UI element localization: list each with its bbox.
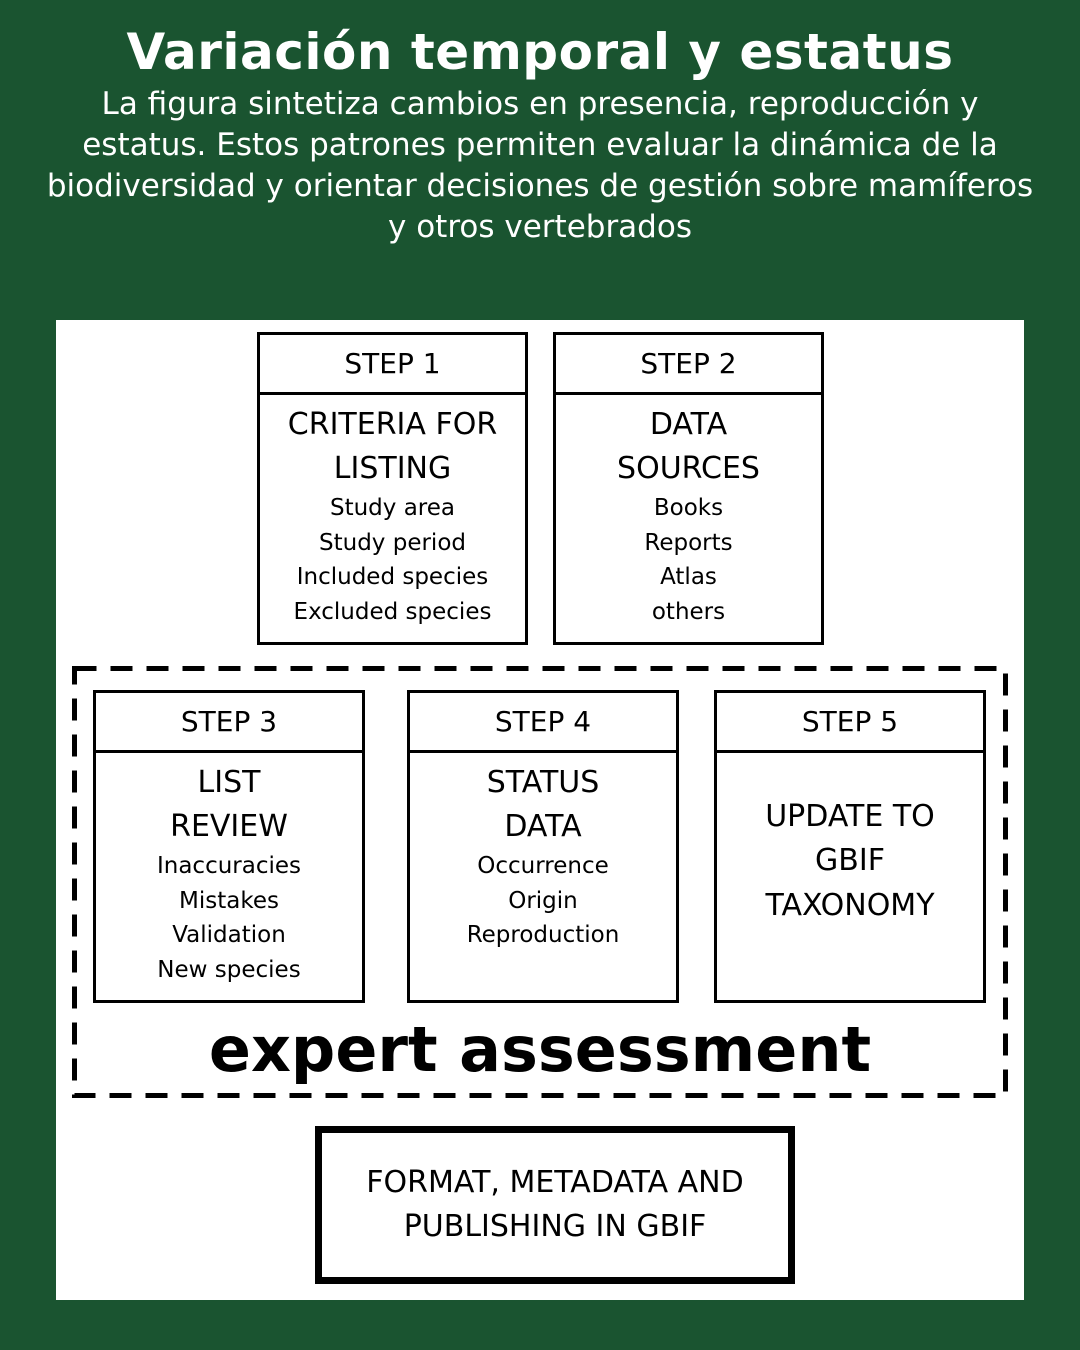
step-1-box: [257, 332, 528, 645]
step-2-title-line: DATA: [649, 407, 728, 442]
step-2-item: Reports: [644, 529, 733, 556]
step-4-title-line: DATA: [504, 809, 582, 844]
step-3-item: Inaccuracies: [156, 853, 302, 879]
step-5-body: [717, 753, 983, 1000]
step-2-item: Atlas: [660, 564, 717, 590]
final-step-line: PUBLISHING IN GBIF: [403, 1209, 707, 1244]
step-3-body: [96, 753, 362, 1000]
step-4-item: Reproduction: [466, 922, 620, 948]
step-1-item: Included species: [296, 564, 489, 590]
step-3-item: New species: [157, 956, 301, 983]
step-4-box: [407, 690, 679, 1003]
step-5-box: [714, 690, 986, 1003]
step-5-title-line: GBIF: [815, 843, 885, 879]
step-4-body: [410, 753, 676, 1000]
step-3-item: Mistakes: [179, 887, 279, 914]
step-4-title-line: STATUS: [486, 765, 600, 800]
step-3-title-line: LIST: [197, 765, 261, 800]
step-5-title-line: TAXONOMY: [765, 887, 935, 923]
step-3-title-line: REVIEW: [170, 809, 288, 844]
step-5-label: STEP 5: [717, 693, 983, 753]
step-1-label: STEP 1: [260, 335, 525, 395]
step-4-item: Origin: [508, 887, 578, 914]
step-2-item: Books: [653, 495, 724, 521]
step-3-label: STEP 3: [96, 693, 362, 753]
step-1-item: Study area: [329, 495, 455, 521]
page-title: Variación temporal y estatus: [126, 23, 954, 81]
step-4-label: STEP 4: [410, 693, 676, 753]
step-3-item: Validation: [172, 922, 286, 948]
final-step-box: [315, 1126, 795, 1284]
step-1-item: Excluded species: [293, 598, 492, 625]
header: [0, 0, 1080, 248]
final-step-line: FORMAT, METADATA AND: [366, 1165, 744, 1200]
step-1-item: Study period: [319, 529, 466, 556]
step-1-body: [260, 395, 525, 642]
step-1-title-line: LISTING: [333, 451, 452, 486]
step-5-title-line: UPDATE TO: [765, 798, 935, 834]
step-4-item: Occurrence: [477, 853, 609, 879]
step-2-title-line: SOURCES: [617, 451, 760, 486]
step-2-item: others: [651, 598, 726, 625]
step-2-body: [556, 395, 821, 642]
page-subtitle: La figura sintetiza cambios en presencia, reproducción y estatus. Estos patrones permiten evaluar la dinámica de la biodiversidad y orientar decisiones de gestión sobre mamíferos y otros vertebrados: [46, 86, 1034, 245]
expert-assessment-label: expert assessment: [208, 1013, 872, 1086]
step-2-box: [553, 332, 824, 645]
diagram-panel: [56, 320, 1024, 1300]
step-2-label: STEP 2: [556, 335, 821, 395]
step-1-title-line: CRITERIA FOR: [287, 407, 498, 442]
step-3-box: [93, 690, 365, 1003]
